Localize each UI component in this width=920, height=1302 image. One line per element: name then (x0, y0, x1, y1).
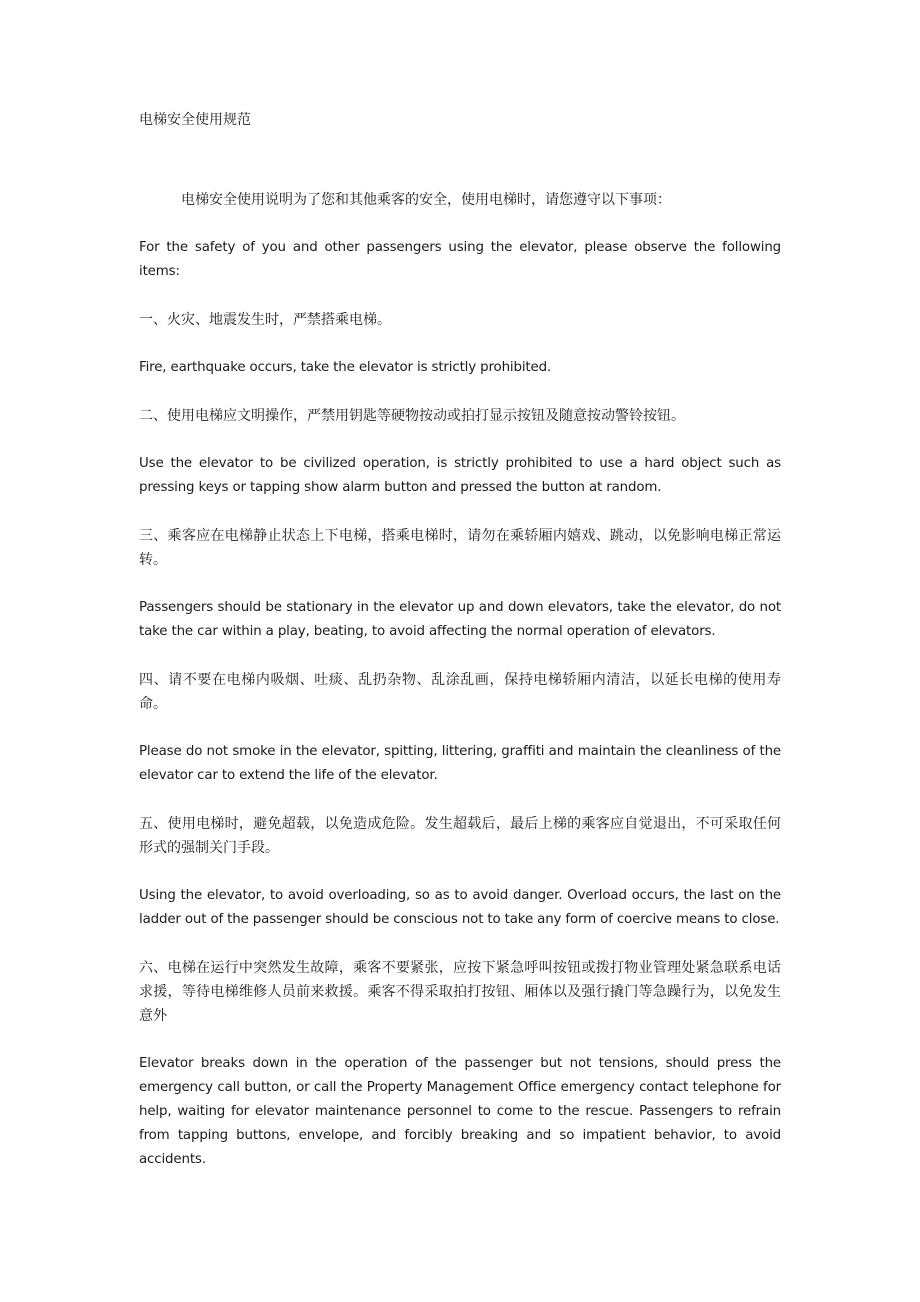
document-page (139, 108, 781, 1196)
intro-chinese: 电梯安全使用说明为了您和其他乘客的安全，使用电梯时，请您遵守以下事项： (181, 192, 671, 208)
item-1-english: Fire, earthquake occurs, take the elevator is strictly prohibited. (139, 360, 552, 375)
item-4-chinese: 四、请不要在电梯内吸烟、吐痰、乱扔杂物、乱涂乱画，保持电梯轿厢内清洁，以延长电梯的使用寿命。 (139, 672, 781, 712)
item-2-chinese: 二、使用电梯应文明操作，严禁用钥匙等硬物按动或拍打显示按钮及随意按动警铃按钮。 (139, 408, 685, 424)
item-6-chinese: 六、电梯在运行中突然发生故障，乘客不要紧张，应按下紧急呼叫按钮或拨打物业管理处紧急联系电话求援，等待电梯维修人员前来救援。乘客不得采取拍打按钮、厢体以及强行撬门等急躁行为，以免发生意外 (139, 960, 781, 1024)
item-1-chinese: 一、火灾、地震发生时，严禁搭乘电梯。 (139, 312, 391, 328)
item-6-english: Elevator breaks down in the operation of the passenger but not tensions, should press the emergency call button, or call the Property Management Office emergency contact telephone for help, waiting for elevator maintenance personnel to come to the rescue. Passengers to refrain from tapping buttons, envelope, and forcibly breaking and so impatient behavior, to avoid accidents. (139, 1056, 781, 1167)
intro-english: For the safety of you and other passengers using the elevator, please observe the following items: (139, 240, 781, 279)
item-2-english: Use the elevator to be civilized operation, is strictly prohibited to use a hard object such as pressing keys or tapping show alarm button and pressed the button at random. (139, 456, 781, 495)
item-5-chinese: 五、使用电梯时，避免超载，以免造成危险。发生超载后，最后上梯的乘客应自觉退出，不可采取任何形式的强制关门手段。 (139, 816, 781, 856)
item-5-english: Using the elevator, to avoid overloading, so as to avoid danger. Overload occurs, the last on the ladder out of the passenger should be conscious not to take any form of coercive means to close. (139, 888, 781, 927)
document-title: 电梯安全使用规范 (139, 112, 251, 128)
item-4-english: Please do not smoke in the elevator, spitting, littering, graffiti and maintain the cleanliness of the elevator car to extend the life of the elevator. (139, 744, 781, 783)
item-3-chinese: 三、乘客应在电梯静止状态上下电梯，搭乘电梯时，请勿在乘轿厢内嬉戏、跳动，以免影响电梯正常运转。 (139, 528, 781, 568)
item-3-english: Passengers should be stationary in the elevator up and down elevators, take the elevator, do not take the car within a play, beating, to avoid affecting the normal operation of elevators. (139, 600, 781, 639)
